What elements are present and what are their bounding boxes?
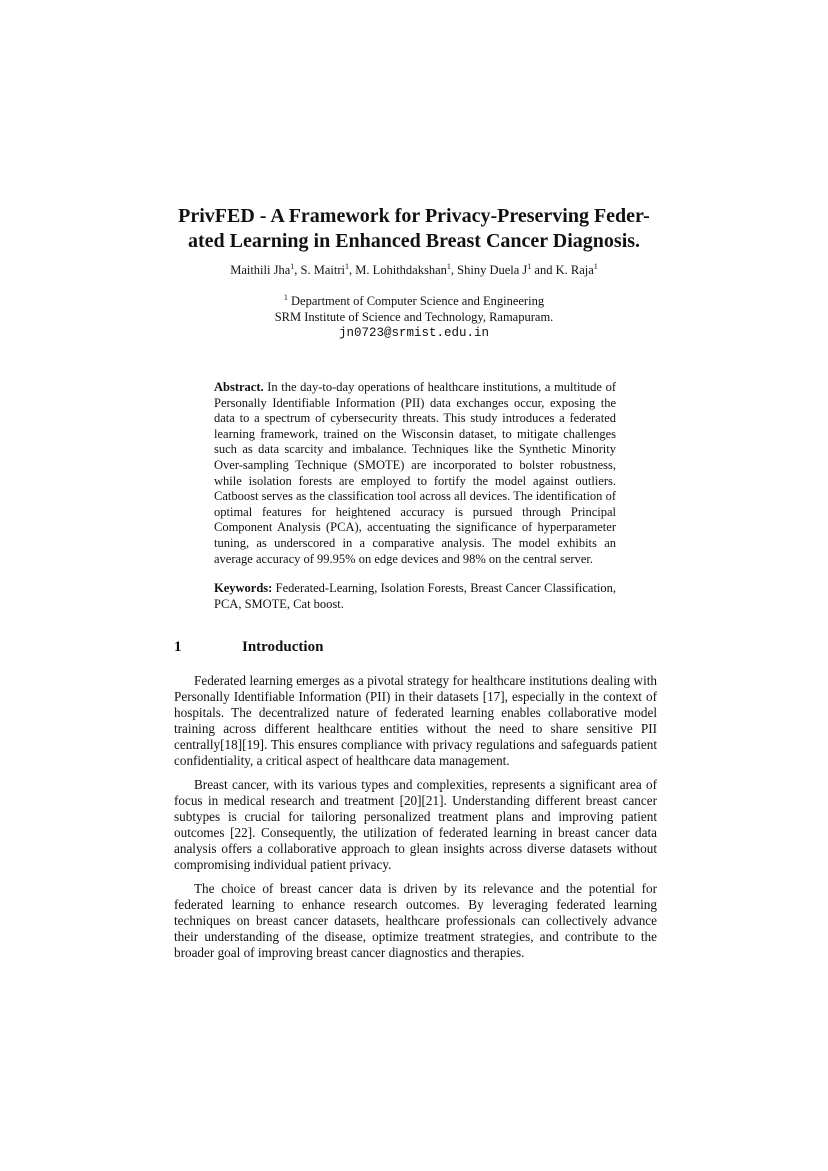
author-affiliation-mark: 1 — [593, 261, 598, 271]
title-line-1: PrivFED - A Framework for Privacy-Preserving Feder- — [178, 205, 650, 227]
body-paragraph: The choice of breast cancer data is driven by its relevance and the potential for federated learning to enhance research outcomes. By leveraging federated learning techniques on breast cancer datasets, healthcare professionals can collectively advance their understanding of the disease, optimize treatment strategies, and contribute to the broader goal of improving breast cancer diagnostics and therapies. — [174, 881, 657, 960]
author-affiliation-mark: 1 — [527, 261, 532, 271]
keywords-text: Federated-Learning, Isolation Forests, Breast Cancer Classification, PCA, SMOTE, Cat boost. — [214, 581, 617, 611]
affiliation-mark: 1 — [283, 292, 288, 302]
author-affiliation-mark: 1 — [446, 261, 451, 271]
author-name: K. Raja — [555, 263, 594, 277]
author-separator: and — [531, 263, 556, 277]
keywords-label: Keywords: — [214, 581, 273, 595]
affiliation-department-line — [120, 293, 708, 309]
author-list — [120, 262, 708, 278]
author-name: S. Maitri — [300, 263, 345, 277]
author-affiliation-mark: 1 — [290, 261, 295, 271]
affiliation-department: Department of Computer Science and Engineering — [291, 294, 545, 308]
abstract — [214, 380, 616, 567]
affiliation-block — [120, 293, 708, 341]
abstract-text: In the day-to-day operations of healthcare institutions, a multitude of Personally Identifiable Information (PII) data exchanges occur, exposing the data to a spectrum of cybersecurity threats. This study introduces a federated learning framework, trained on the Wisconsin dataset, to mitigate challenges such as data scarcity and imbalance. Techniques like the Synthetic Minority Over-sampling Technique (SMOTE) are incorporated to bolster robustness, while isolation forests are employed to fortify the model against outliers. Catboost serves as the classification tool across all devices. The identification of optimal features for heightened accuracy is pursued through Principal Component Analysis (PCA), accentuating the significance of hyperparameter tuning, as underscored in a comparative analysis. The model exhibits an average accuracy of 99.95% on edge devices and 98% on the central server. — [214, 380, 617, 566]
affiliation-institute: SRM Institute of Science and Technology, Ramapuram. — [274, 310, 554, 324]
author-affiliation-mark: 1 — [344, 261, 349, 271]
author-separator: , — [450, 263, 458, 277]
section-heading — [174, 637, 323, 657]
paper-title — [120, 204, 708, 254]
author-separator: , — [294, 263, 301, 277]
body-paragraph: Federated learning emerges as a pivotal strategy for healthcare institutions dealing with Personally Identifiable Information (PII) in their datasets [17], especially in the context of hospitals. The decentralized nature of federated learning enables collaborative model training across different healthcare entities without the need to share sensitive PII centrally[18][19]. This ensures compliance with privacy regulations and safeguards patient confidentiality, a critical aspect of healthcare data management. — [174, 673, 657, 768]
section-body — [174, 673, 657, 969]
section-title: Introduction — [242, 639, 324, 655]
contact-email: jn0723@srmist.edu.in — [338, 326, 490, 340]
title-line-2: ated Learning in Enhanced Breast Cancer Diagnosis. — [187, 230, 641, 252]
abstract-label: Abstract. — [214, 380, 264, 394]
author-name: M. Lohithdakshan — [355, 263, 447, 277]
section-number: 1 — [174, 639, 182, 655]
author-name: Shiny Duela J — [457, 263, 528, 277]
body-paragraph: Breast cancer, with its various types and complexities, represents a significant area of focus in medical research and treatment [20][21]. Understanding different breast cancer subtypes is crucial for tailoring personalized treatment plans and improving patient outcomes [22]. Consequently, the utilization of federated learning in breast cancer data analysis offers a collaborative approach to glean insights across diverse datasets without compromising individual patient privacy. — [174, 777, 657, 872]
author-separator: , — [348, 263, 356, 277]
keywords — [214, 581, 616, 612]
author-name: Maithili Jha — [230, 263, 291, 277]
